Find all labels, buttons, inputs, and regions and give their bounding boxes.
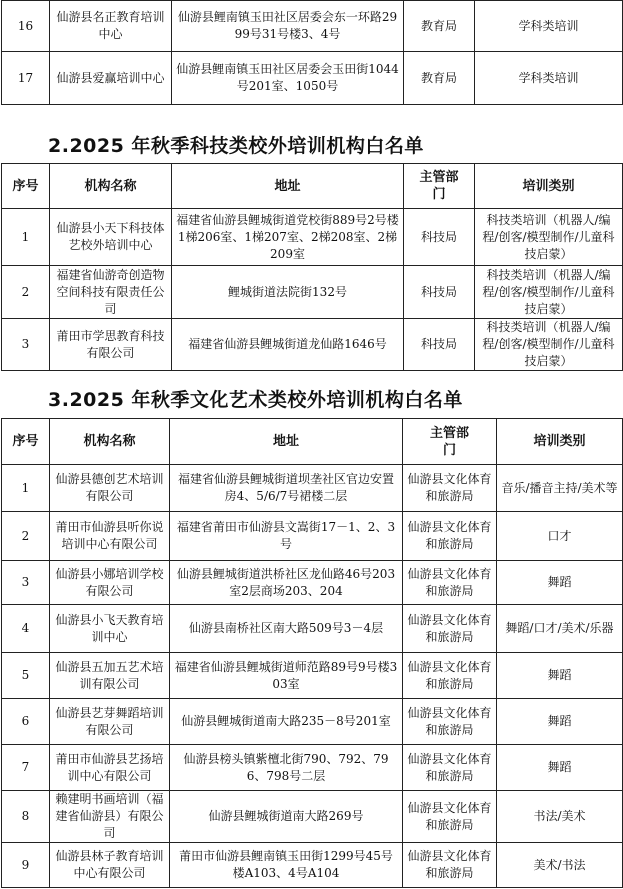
cell-type: 舞蹈	[497, 745, 623, 791]
cell-no: 7	[2, 745, 50, 791]
cell-type: 舞蹈	[497, 699, 623, 745]
cell-address: 福建省莆田市仙游县文嵩街17－1、2、3号	[170, 512, 403, 561]
header-name: 机构名称	[50, 164, 172, 209]
cell-name: 仙游县名正教育培训中心	[50, 1, 172, 52]
table-row	[2, 209, 623, 266]
table-header-row	[2, 164, 623, 209]
cell-no: 5	[2, 653, 50, 699]
cell-dept: 科技局	[404, 319, 475, 371]
cell-type: 学科类培训	[475, 52, 623, 105]
table-row	[2, 653, 623, 699]
cell-name: 仙游县艺芽舞蹈培训有限公司	[50, 699, 170, 745]
cell-address: 莆田市仙游县鲤南镇玉田街1299号45号楼A103、4号A104	[170, 843, 403, 888]
cell-name: 莆田市仙游县听你说培训中心有限公司	[50, 512, 170, 561]
cell-address: 福建省仙游县鲤城街道龙仙路1646号	[172, 319, 404, 371]
cell-name: 仙游县小飞天教育培训中心	[50, 605, 170, 653]
cell-address: 仙游县榜头镇紫檀北街790、792、796、798号二层	[170, 745, 403, 791]
section2-title: 2.2025 年秋季科技类校外培训机构白名单	[48, 135, 424, 157]
table-row	[2, 319, 623, 371]
cell-dept: 仙游县文化体育和旅游局	[403, 605, 497, 653]
cell-dept: 仙游县文化体育和旅游局	[403, 512, 497, 561]
cell-address: 鲤城街道法院街132号	[172, 266, 404, 319]
header-no: 序号	[2, 419, 50, 465]
cell-address: 福建省仙游县鲤城街道党校街889号2号楼1梯206室、1梯207室、2梯208室、2梯209室	[172, 209, 404, 266]
cell-no: 3	[2, 561, 50, 605]
cell-dept: 仙游县文化体育和旅游局	[403, 465, 497, 512]
cell-dept: 仙游县文化体育和旅游局	[403, 699, 497, 745]
cell-no: 8	[2, 791, 50, 843]
cell-address: 仙游县鲤南镇玉田社区居委会东一环路2999号31号楼3、4号	[172, 1, 404, 52]
table-row	[2, 699, 623, 745]
cell-type: 舞蹈	[497, 653, 623, 699]
header-address: 地址	[172, 164, 404, 209]
cell-name: 仙游县德创艺术培训有限公司	[50, 465, 170, 512]
cell-type: 科技类培训（机器人/编程/创客/模型制作/儿童科技启蒙）	[475, 209, 623, 266]
cell-type: 学科类培训	[475, 1, 623, 52]
header-address: 地址	[170, 419, 403, 465]
table-row	[2, 791, 623, 843]
table-row	[2, 605, 623, 653]
cell-no: 3	[2, 319, 50, 371]
table-header-row	[2, 419, 623, 465]
table-row	[2, 561, 623, 605]
cell-name: 仙游县五加五艺术培训有限公司	[50, 653, 170, 699]
cell-name: 仙游县爱赢培训中心	[50, 52, 172, 105]
section1-table	[1, 0, 623, 105]
cell-address: 仙游县鲤城街道南大路235－8号201室	[170, 699, 403, 745]
cell-type: 美术/书法	[497, 843, 623, 888]
cell-name: 仙游县林子教育培训中心有限公司	[50, 843, 170, 888]
cell-name: 仙游县小天下科技体艺校外培训中心	[50, 209, 172, 266]
cell-address: 仙游县鲤城街道洪桥社区龙仙路46号203室2层商场203、204	[170, 561, 403, 605]
cell-type: 舞蹈/口才/美术/乐器	[497, 605, 623, 653]
cell-type: 口才	[497, 512, 623, 561]
cell-type: 书法/美术	[497, 791, 623, 843]
cell-type: 科技类培训（机器人/编程/创客/模型制作/儿童科技启蒙）	[475, 319, 623, 371]
table-row	[2, 512, 623, 561]
cell-no: 16	[2, 1, 50, 52]
table-row	[2, 843, 623, 888]
cell-no: 2	[2, 512, 50, 561]
header-dept: 主管部门	[404, 164, 475, 209]
cell-dept: 教育局	[404, 52, 475, 105]
cell-name: 仙游县小娜培训学校有限公司	[50, 561, 170, 605]
cell-no: 1	[2, 465, 50, 512]
cell-no: 4	[2, 605, 50, 653]
header-no: 序号	[2, 164, 50, 209]
cell-type: 科技类培训（机器人/编程/创客/模型制作/儿童科技启蒙）	[475, 266, 623, 319]
cell-name: 赖建明书画培训（福建省仙游县）有限公司	[50, 791, 170, 843]
cell-no: 2	[2, 266, 50, 319]
section3-table	[1, 418, 623, 888]
cell-dept: 科技局	[404, 209, 475, 266]
cell-type: 舞蹈	[497, 561, 623, 605]
table-row	[2, 1, 623, 52]
cell-address: 福建省仙游县鲤城街道师范路89号9号楼303室	[170, 653, 403, 699]
section3-title: 3.2025 年秋季文化艺术类校外培训机构白名单	[48, 389, 463, 411]
header-type: 培训类别	[497, 419, 623, 465]
table-row	[2, 465, 623, 512]
header-type: 培训类别	[475, 164, 623, 209]
cell-address: 仙游县鲤南镇玉田社区居委会玉田街1044号201室、1050号	[172, 52, 404, 105]
section2-table	[1, 163, 623, 371]
cell-dept: 仙游县文化体育和旅游局	[403, 561, 497, 605]
cell-dept: 仙游县文化体育和旅游局	[403, 791, 497, 843]
cell-address: 仙游县鲤城街道南大路269号	[170, 791, 403, 843]
cell-address: 仙游县南桥社区南大路509号3－4层	[170, 605, 403, 653]
cell-no: 6	[2, 699, 50, 745]
cell-type: 音乐/播音主持/美术等	[497, 465, 623, 512]
header-dept: 主管部门	[403, 419, 497, 465]
cell-name: 福建省仙游奇创造物空间科技有限责任公司	[50, 266, 172, 319]
cell-name: 莆田市学思教育科技有限公司	[50, 319, 172, 371]
table-row	[2, 266, 623, 319]
cell-dept: 教育局	[404, 1, 475, 52]
table-row	[2, 52, 623, 105]
cell-no: 9	[2, 843, 50, 888]
cell-dept: 科技局	[404, 266, 475, 319]
cell-no: 1	[2, 209, 50, 266]
cell-no: 17	[2, 52, 50, 105]
header-name: 机构名称	[50, 419, 170, 465]
cell-address: 福建省仙游县鲤城街道坝垄社区官边安置房4、5/6/7号裙楼二层	[170, 465, 403, 512]
cell-name: 莆田市仙游县艺扬培训中心有限公司	[50, 745, 170, 791]
cell-dept: 仙游县文化体育和旅游局	[403, 843, 497, 888]
table-row	[2, 745, 623, 791]
cell-dept: 仙游县文化体育和旅游局	[403, 745, 497, 791]
cell-dept: 仙游县文化体育和旅游局	[403, 653, 497, 699]
